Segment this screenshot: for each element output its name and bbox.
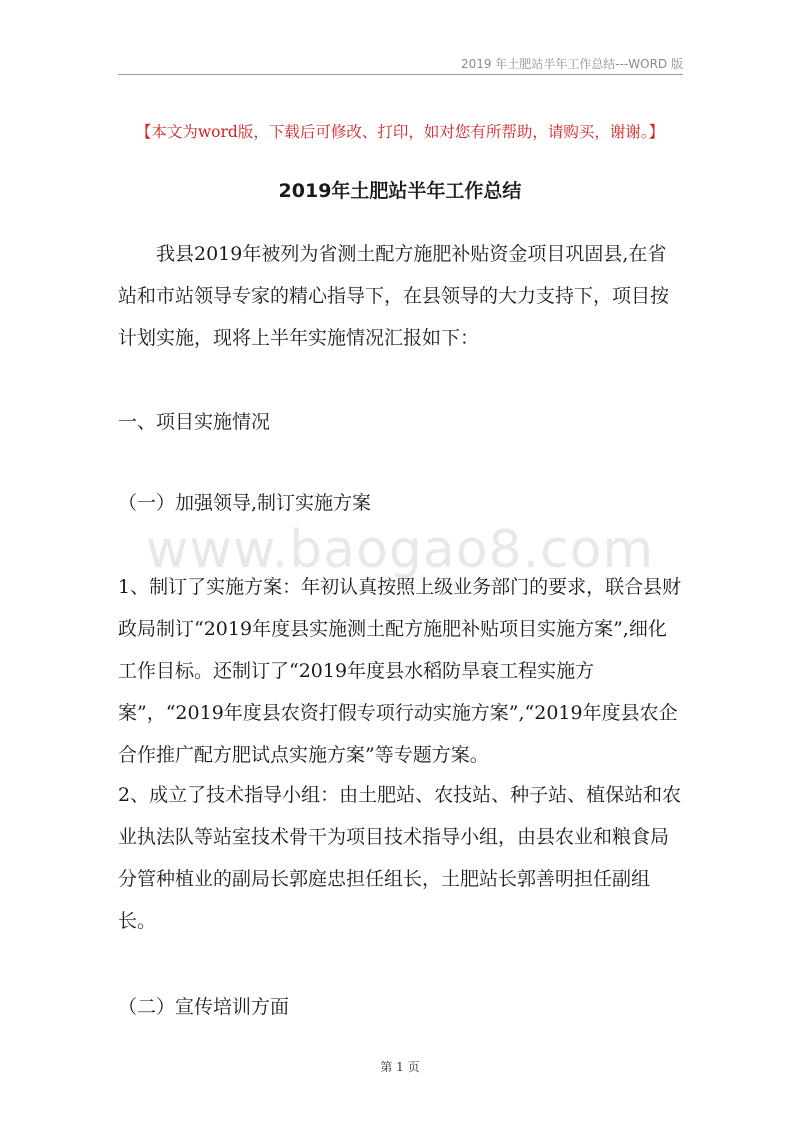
document-title: 2019年土肥站半年工作总结	[278, 180, 522, 202]
purchase-notice: 【本文为word版，下载后可修改、打印，如对您有所帮助，请购买，谢谢。】	[135, 123, 665, 141]
subsection-heading-1: （一）加强领导,制订实施方案	[118, 492, 372, 514]
section-heading-1: 一、项目实施情况	[118, 411, 271, 433]
item-paragraph-1: 1、制订了实施方案：年初认真按照上级业务部门的要求，联合县财政局制订“2019年度县实施测土配方施肥补贴项目实施方案”,细化工作目标。还制订了“2019年度县水稻防旱衰工程实施方案”，“2019年度县农资打假专项行动实施方案”,“2019年度县农企合作推广配方肥试点实施方案”等专题方案。	[118, 576, 682, 766]
page-number: 第 1 页	[380, 1060, 420, 1074]
header-divider	[118, 74, 683, 75]
item-paragraph-2: 2、成立了技术指导小组：由土肥站、农技站、种子站、植保站和农业执法队等站室技术骨干为项目技术指导小组，由县农业和粮食局分管种植业的副局长郭庭忠担任组长，土肥站长郭善明担任副组长。	[118, 784, 682, 932]
intro-paragraph: 我县2019年被列为省测土配方施肥补贴资金项目巩固县,在省站和市站领导专家的精心指导下，在县领导的大力支持下，项目按计划实施，现将上半年实施情况汇报如下：	[118, 243, 670, 349]
watermark: www.baogao8.com	[145, 520, 655, 580]
subsection-heading-2: （二）宣传培训方面	[118, 996, 290, 1018]
page-header: 2019 年土肥站半年工作总结---WORD 版	[460, 57, 683, 71]
